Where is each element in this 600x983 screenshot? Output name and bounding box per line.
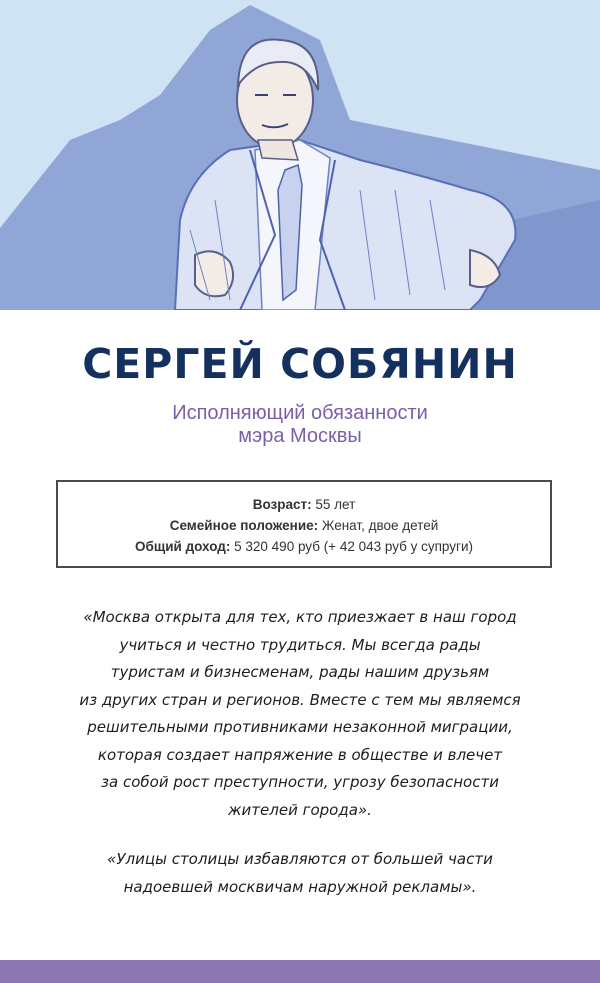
quote-1-line: из других стран и регионов. Вместе с тем мы являемся	[79, 690, 521, 709]
age-label: Возраст:	[252, 497, 312, 512]
quote-1-line: за собой рост преступности, угрозу безопасности	[101, 773, 499, 791]
quote-1	[30, 604, 570, 824]
quote-1-line: решительными противниками незаконной миграции,	[87, 718, 513, 736]
quote-2-line: надоевшей москвичам наружной рекламы».	[123, 877, 477, 896]
quote-2-line: «Улицы столицы избавляются от большей части	[107, 850, 493, 868]
quote-1-line: жителей города».	[228, 800, 372, 819]
family-row	[58, 515, 550, 536]
person-name: СЕРГЕЙ СОБЯНИН	[82, 340, 518, 388]
role-line-2: мэра Москвы	[238, 425, 362, 447]
age-row	[58, 494, 550, 515]
bottom-bar	[0, 960, 600, 983]
header-illustration	[0, 0, 600, 310]
family-label: Семейное положение:	[169, 518, 319, 533]
quote-2	[30, 846, 570, 901]
income-label: Общий доход:	[135, 539, 231, 554]
income-row	[58, 536, 550, 557]
family-value: Женат, двое детей	[321, 518, 439, 533]
info-box	[56, 480, 552, 568]
portrait-sketch-icon	[0, 0, 600, 310]
quote-1-line: учиться и честно трудиться. Мы всегда рады	[119, 635, 481, 654]
age-value: 55 лет	[315, 497, 356, 512]
quote-1-line: туристам и бизнесменам, рады нашим друзьям	[110, 663, 490, 681]
person-role	[0, 402, 600, 448]
quote-1-line: «Москва открыта для тех, кто приезжает в наш город	[83, 608, 517, 626]
quote-1-line: которая создает напряжение в обществе и влечет	[97, 745, 503, 764]
role-line-1: Исполняющий обязанности	[172, 402, 428, 424]
income-value: 5 320 490 руб (+ 42 043 руб у супруги)	[234, 539, 473, 554]
